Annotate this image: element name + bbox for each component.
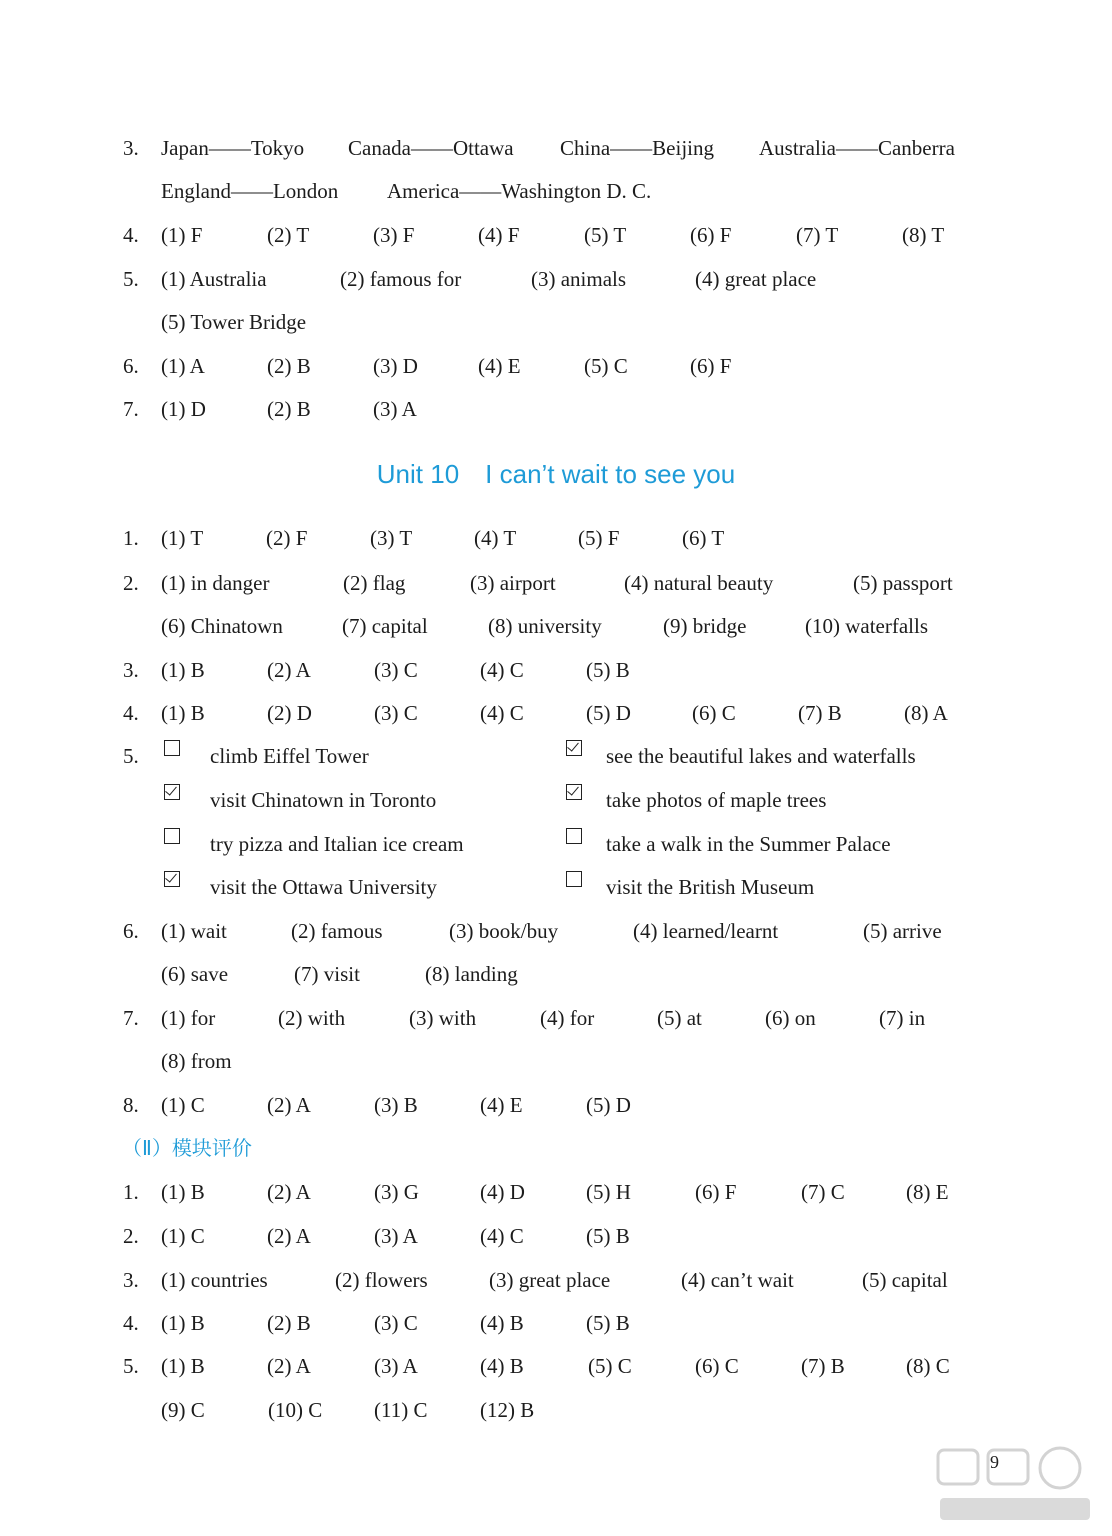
question-number: 5. <box>123 744 139 768</box>
answer-item: (8) A <box>904 701 948 725</box>
answer-item: (5) F <box>578 526 620 550</box>
answer-item: (1) B <box>161 658 205 682</box>
answer-item: (3) A <box>374 1354 418 1378</box>
question-number: 8. <box>123 1093 139 1117</box>
answer-item: (7) in <box>879 1006 926 1030</box>
question-number: 6. <box>123 919 139 943</box>
answer-item: (5) passport <box>853 571 953 595</box>
answer-item: (6) C <box>695 1354 739 1378</box>
answer-item: (5) capital <box>862 1268 948 1292</box>
answer-item: (5) D <box>586 701 631 725</box>
question-number: 7. <box>123 1006 139 1030</box>
answer-item: (1) C <box>161 1093 205 1117</box>
answer-item: (4) B <box>480 1354 524 1378</box>
checklist-item: see the beautiful lakes and waterfalls <box>606 744 916 768</box>
answer-item: (6) C <box>692 701 736 725</box>
answer-item: (3) B <box>374 1093 418 1117</box>
answer-item: (7) T <box>796 223 839 247</box>
checkbox-empty-icon <box>566 871 582 887</box>
answer-item: (8) C <box>906 1354 950 1378</box>
question-number: 3. <box>123 136 139 160</box>
answer-item: (10) waterfalls <box>805 614 929 638</box>
answer-item: (2) B <box>267 397 311 421</box>
checkbox-checked-icon <box>164 784 180 800</box>
question-number: 5. <box>123 267 139 291</box>
answer-item: (4) C <box>480 658 524 682</box>
checklist-item: take a walk in the Summer Palace <box>606 832 891 856</box>
answer-item: (3) great place <box>489 1268 611 1292</box>
answer-item: (7) visit <box>294 962 360 986</box>
answer-item: (3) C <box>374 1311 418 1335</box>
answer-item: (1) F <box>161 223 203 247</box>
answer-item: (4) T <box>474 526 517 550</box>
answer-item: (1) wait <box>161 919 227 943</box>
answer-item: (3) airport <box>470 571 556 595</box>
answer-item: (5) B <box>586 658 630 682</box>
answer-item: (4) C <box>480 1224 524 1248</box>
answer-item: (9) C <box>161 1398 205 1422</box>
answer-item: (5) T <box>584 223 627 247</box>
answer-item: (2) A <box>267 1180 311 1204</box>
answer-item: (1) B <box>161 701 205 725</box>
answer-item: (2) A <box>267 1093 311 1117</box>
answer-item: (1) D <box>161 397 206 421</box>
question-number: 4. <box>123 1311 139 1335</box>
answer-item: (2) B <box>267 354 311 378</box>
question-number: 7. <box>123 397 139 421</box>
answer-item: (4) for <box>540 1006 595 1030</box>
answer-item: (2) famous for <box>340 267 462 291</box>
answer-item: (3) C <box>374 658 418 682</box>
answer-item: (8) from <box>161 1049 232 1073</box>
answer-item: (2) flag <box>343 571 406 595</box>
answer-item: (2) A <box>267 658 311 682</box>
answer-item: (6) F <box>690 223 732 247</box>
unit-heading <box>0 456 1112 492</box>
answer-item: (3) T <box>370 526 413 550</box>
answer-item: (2) with <box>278 1006 346 1030</box>
answer-item: (6) F <box>690 354 732 378</box>
answer-item: (4) natural beauty <box>624 571 774 595</box>
answer-item: (5) B <box>586 1311 630 1335</box>
answer-item: (2) A <box>267 1224 311 1248</box>
answer-item: (8) E <box>906 1180 949 1204</box>
answer-item: (2) flowers <box>335 1268 428 1292</box>
unit-title: I can’t wait to see you <box>485 459 736 489</box>
answer-item: (3) animals <box>531 267 627 291</box>
watermark-logo-icon <box>920 1440 1100 1530</box>
answer-item: (1) Australia <box>161 267 267 291</box>
answer-item: (4) E <box>480 1093 523 1117</box>
answer-item: (6) T <box>682 526 725 550</box>
checklist-item: visit the Ottawa University <box>210 875 437 899</box>
question-number: 1. <box>123 526 139 550</box>
answer-item: China——Beijing <box>560 136 714 160</box>
answer-item: (4) learned/learnt <box>633 919 779 943</box>
answer-item: (2) B <box>267 1311 311 1335</box>
answer-item: (5) arrive <box>863 919 942 943</box>
answer-item: (12) B <box>480 1398 535 1422</box>
answer-item: (6) on <box>765 1006 816 1030</box>
answer-item: (1) T <box>161 526 204 550</box>
answer-item: (8) landing <box>425 962 518 986</box>
answer-item: (2) A <box>267 1354 311 1378</box>
answer-item: (6) Chinatown <box>161 614 283 638</box>
answer-item: (4) great place <box>695 267 817 291</box>
answer-item: England——London <box>161 179 339 203</box>
answer-item: (5) C <box>588 1354 632 1378</box>
answer-item: (4) D <box>480 1180 525 1204</box>
answer-item: (3) A <box>373 397 417 421</box>
answer-item: (1) B <box>161 1354 205 1378</box>
unit-label: Unit 10 <box>376 459 460 489</box>
checkbox-empty-icon <box>566 828 582 844</box>
checklist-item: take photos of maple trees <box>606 788 827 812</box>
question-number: 2. <box>123 1224 139 1248</box>
answer-item: (5) at <box>657 1006 702 1030</box>
question-number: 1. <box>123 1180 139 1204</box>
answer-item: (8) T <box>902 223 945 247</box>
answer-item: (1) in danger <box>161 571 270 595</box>
question-number: 3. <box>123 658 139 682</box>
answer-item: (5) Tower Bridge <box>161 310 307 334</box>
answer-item: (9) bridge <box>663 614 747 638</box>
answer-item: (3) A <box>374 1224 418 1248</box>
answer-item: (3) C <box>374 701 418 725</box>
answer-item: (1) B <box>161 1180 205 1204</box>
question-number: 6. <box>123 354 139 378</box>
checklist-item: try pizza and Italian ice cream <box>210 832 464 856</box>
answer-item: Canada——Ottawa <box>348 136 514 160</box>
answer-item: (3) G <box>374 1180 419 1204</box>
checkbox-checked-icon <box>164 871 180 887</box>
answer-item: (4) B <box>480 1311 524 1335</box>
answer-item: (7) C <box>801 1180 845 1204</box>
answer-item: (5) D <box>586 1093 631 1117</box>
answer-item: (1) for <box>161 1006 216 1030</box>
answer-item: Australia——Canberra <box>759 136 955 160</box>
answer-item: (2) famous <box>291 919 383 943</box>
answer-item: America——Washington D. C. <box>387 179 652 203</box>
answer-item: (3) with <box>409 1006 477 1030</box>
answer-item: (1) C <box>161 1224 205 1248</box>
answer-item: (4) can’t wait <box>681 1268 794 1292</box>
answer-item: (2) F <box>266 526 308 550</box>
answer-item: (7) B <box>801 1354 845 1378</box>
checkbox-empty-icon <box>164 740 180 756</box>
answer-item: (1) B <box>161 1311 205 1335</box>
answer-item: (3) D <box>373 354 418 378</box>
answer-item: (11) C <box>374 1398 428 1422</box>
answer-item: Japan——Tokyo <box>161 136 305 160</box>
answer-item: (7) B <box>798 701 842 725</box>
answer-item: (4) E <box>478 354 521 378</box>
checklist-item: visit the British Museum <box>606 875 815 899</box>
answer-item: (6) F <box>695 1180 737 1204</box>
answer-item: (4) F <box>478 223 520 247</box>
checkbox-checked-icon <box>566 784 582 800</box>
question-number: 4. <box>123 701 139 725</box>
question-number: 4. <box>123 223 139 247</box>
answer-item: (2) T <box>267 223 310 247</box>
answer-item: (3) F <box>373 223 415 247</box>
answer-item: (1) A <box>161 354 205 378</box>
answer-item: (1) countries <box>161 1268 268 1292</box>
question-number: 5. <box>123 1354 139 1378</box>
question-number: 2. <box>123 571 139 595</box>
checkbox-empty-icon <box>164 828 180 844</box>
answer-item: (6) save <box>161 962 229 986</box>
answer-item: (7) capital <box>342 614 428 638</box>
checklist-item: visit Chinatown in Toronto <box>210 788 437 812</box>
answer-item: (3) book/buy <box>449 919 559 943</box>
answer-item: (8) university <box>488 614 602 638</box>
page-number: 9 <box>990 1452 999 1472</box>
answer-item: (10) C <box>268 1398 323 1422</box>
answer-item: (2) D <box>267 701 312 725</box>
question-number: 3. <box>123 1268 139 1292</box>
answer-item: (5) H <box>586 1180 631 1204</box>
answer-item: (4) C <box>480 701 524 725</box>
answer-item: (5) C <box>584 354 628 378</box>
section-heading: （Ⅱ）模块评价 <box>122 1136 252 1160</box>
checkbox-checked-icon <box>566 740 582 756</box>
checklist-item: climb Eiffel Tower <box>210 744 369 768</box>
answer-item: (5) B <box>586 1224 630 1248</box>
